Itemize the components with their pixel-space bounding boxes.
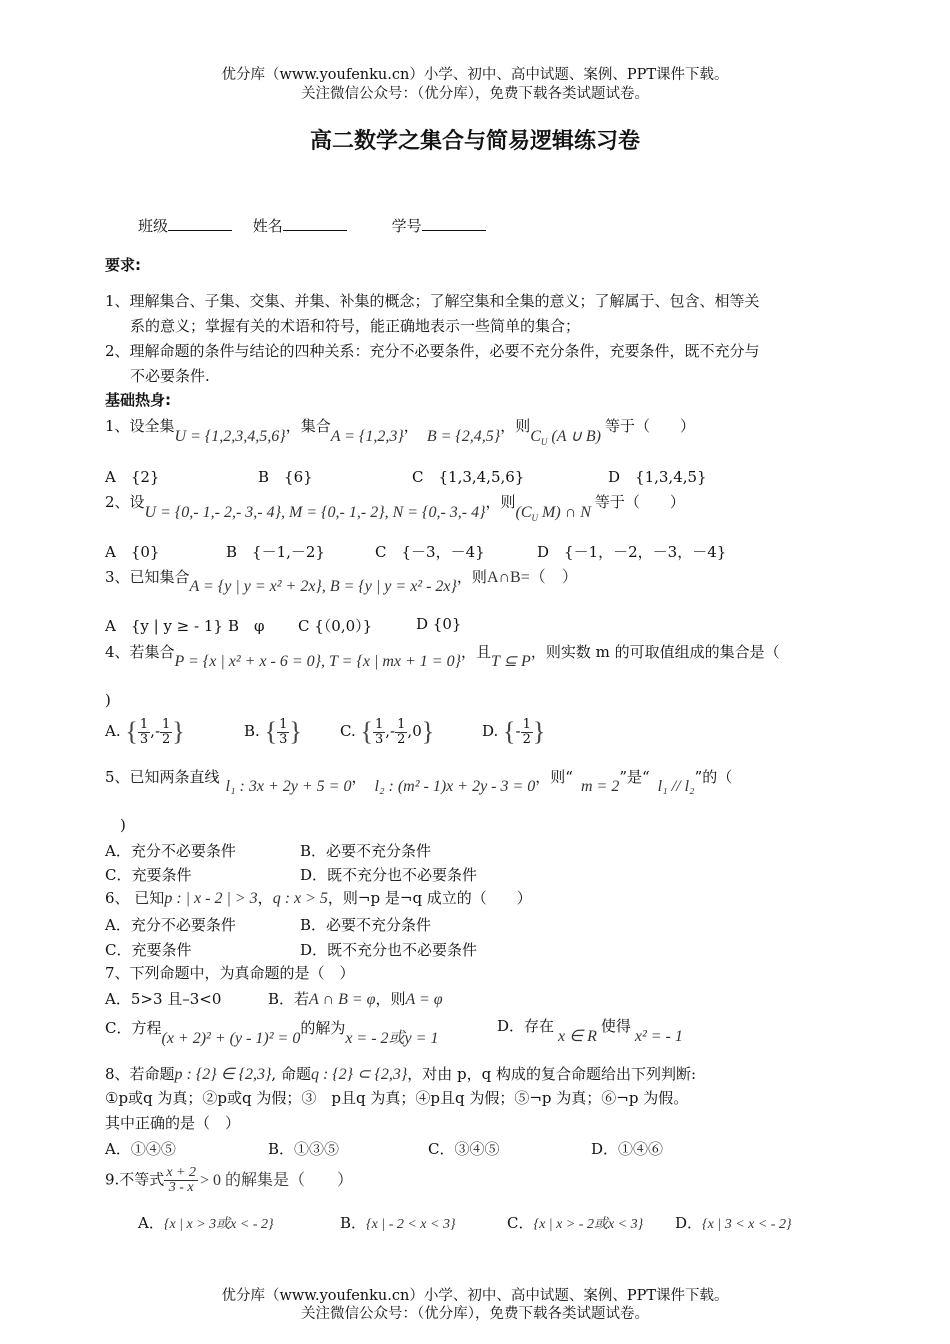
q8-option-b: B．①③⑤ (268, 1140, 340, 1158)
q5-option-c: C．充要条件 (105, 866, 192, 884)
q3-option-d: D {0} (416, 615, 462, 633)
question-8-judgements: ①p或q 为真；②p或q 为假；③ p且q 为真；④p且q 为假；⑤¬p 为真；⑥¬p 为假。 (105, 1089, 689, 1107)
q4-option-d: D. {- $\frac{1}{2}$ } (482, 716, 546, 747)
q4-option-b: B. { $\frac{1}{3}$ } (244, 716, 302, 747)
number-label: 学号 (391, 217, 422, 235)
q5-option-a: A．充分不必要条件 (105, 842, 236, 860)
q1-option-c: C {1,3,4,5,6} (412, 468, 525, 486)
name-blank[interactable] (283, 216, 347, 231)
q5-option-b: B．必要不充分条件 (300, 842, 432, 860)
question-8: 8、若命题p : {2} ∈ {2,3}, 命题q : {2} ⊂ {2,3}，对由 p，q 构成的复合命题给出下列判断: (105, 1065, 697, 1083)
header-line-1: 优分库（www.youfenku.cn）小学、初中、高中试题、案例、PPT课件下载。 (221, 67, 729, 83)
question-5: 5、已知两条直线l₁ : 3x + 2y + 5 = 0，l₂ : (m² - 1)x + 2y - 3 = 0，则“m = 2”是“l₁ // l₂”的（ (105, 768, 733, 795)
footer-line-2: 关注微信公众号：（优分库），免费下载各类试题试卷。 (301, 1306, 649, 1322)
class-blank[interactable] (168, 216, 232, 231)
question-1: 1、设全集U = {1,2,3,4,5,6}，集合A = {1,2,3}，B = {2,4,5}，则$C_U$ (A ∪ B)等于（ ） (105, 417, 696, 448)
header-line-2: 关注微信公众号：（优分库），免费下载各类试题试卷。 (301, 86, 649, 102)
q8-option-d: D．①④⑥ (591, 1140, 664, 1158)
warmup-heading: 基础热身: (105, 391, 171, 409)
req-1a: 1、理解集合、子集、交集、并集、补集的概念；了解空集和全集的意义；了解属于、包含、相等关 (105, 292, 760, 310)
q7-option-a: A．5>3 且–3<0 (105, 990, 222, 1008)
question-5-cont: ) (120, 816, 126, 834)
q9-option-b: B．{x | - 2 < x < 3} (340, 1214, 456, 1232)
q6-option-d: D．既不充分也不必要条件 (300, 941, 478, 959)
req-1b: 系的意义；掌握有关的术语和符号，能正确地表示一些简单的集合； (130, 317, 581, 335)
page-title: 高二数学之集合与简易逻辑练习卷 (309, 129, 640, 154)
q9-option-c: C．{x | x > - 2或x < 3} (507, 1214, 644, 1232)
q9-option-a: A．{x | x > 3或x < - 2} (138, 1214, 274, 1232)
q1-option-a: A {2} (105, 468, 160, 486)
q3-option-a: A {y | y ≥ - 1} (105, 617, 223, 635)
q4-option-a: A. { $\frac{1}{3}$ ,- $\frac{1}{2}$ } (105, 716, 185, 747)
question-3: 3、已知集合A = {y | y = x² + 2x}, B = {y | y = x² - 2x}，则A∩B=（ ） (105, 568, 578, 595)
q1-option-b: B {6} (258, 468, 313, 486)
question-4-cont: ) (105, 691, 111, 709)
q2-option-c: C {－3，－4} (375, 543, 485, 561)
q8-option-a: A．①④⑤ (105, 1140, 176, 1158)
q2-option-d: D {－1，－2，－3，－4} (537, 543, 727, 561)
req-2a: 2、理解命题的条件与结论的四种关系：充分不必要条件，必要不充分条件，充要条件，既不充分与 (105, 342, 760, 360)
question-8-prompt: 其中正确的是（ ） (105, 1114, 241, 1132)
question-2: 2、设U = {0,- 1,- 2,- 3,- 4}, M = {0,- 1,- 2}, N = {0,- 3,- 4}，则($C_U$ M) ∩ N等于（ ） (105, 493, 685, 524)
requirements-heading: 要求: (105, 256, 141, 274)
q2-option-b: B {－1,－2} (226, 543, 325, 561)
q2-option-a: A {0} (105, 543, 160, 561)
q3-option-c: C {（0,0）} (298, 617, 373, 635)
question-6: 6、 已知p : | x - 2 | > 3，q : x > 5，则¬p 是¬q 成立的（ ） (105, 889, 532, 907)
question-9: 9.不等式 $\frac{x + 2}{3 - x}$ > 0 的解集是（ ） (105, 1165, 354, 1195)
req-2b: 不必要条件. (130, 367, 210, 385)
question-4: 4、若集合P = {x | x² + x - 6 = 0}, T = {x | mx + 1 = 0}，且T ⊆ P，则实数 m 的可取值组成的集合是（ (105, 643, 780, 670)
q7-option-b: B．若A ∩ B = φ，则A = φ (268, 990, 443, 1008)
q6-option-a: A．充分不必要条件 (105, 916, 236, 934)
number-blank[interactable] (422, 216, 486, 231)
q5-option-d: D．既不充分也不必要条件 (300, 866, 478, 884)
q1-option-d: D {1,3,4,5} (608, 468, 707, 486)
q7-option-c: C．方程(x + 2)² + (y - 1)² = 0的解为x = - 2或y = 1 (105, 1019, 439, 1047)
q9-option-d: D．{x | 3 < x < - 2} (675, 1214, 792, 1232)
question-7: 7、下列命题中，为真命题的是（ ） (105, 964, 355, 982)
student-info (138, 216, 486, 236)
class-label: 班级 (138, 217, 169, 235)
q4-option-c: C. { $\frac{1}{3}$ ,- $\frac{1}{2}$ ,0} (340, 716, 435, 747)
footer-line-1: 优分库（www.youfenku.cn）小学、初中、高中试题、案例、PPT课件下载。 (221, 1288, 729, 1304)
name-label: 姓名 (252, 217, 283, 235)
q6-option-c: C．充要条件 (105, 941, 192, 959)
q8-option-c: C．③④⑤ (428, 1140, 500, 1158)
q7-option-d: D．存在x ∈ R使得x² = - 1 (497, 1017, 683, 1045)
q3-option-b: B φ (228, 617, 265, 635)
q6-option-b: B．必要不充分条件 (300, 916, 432, 934)
